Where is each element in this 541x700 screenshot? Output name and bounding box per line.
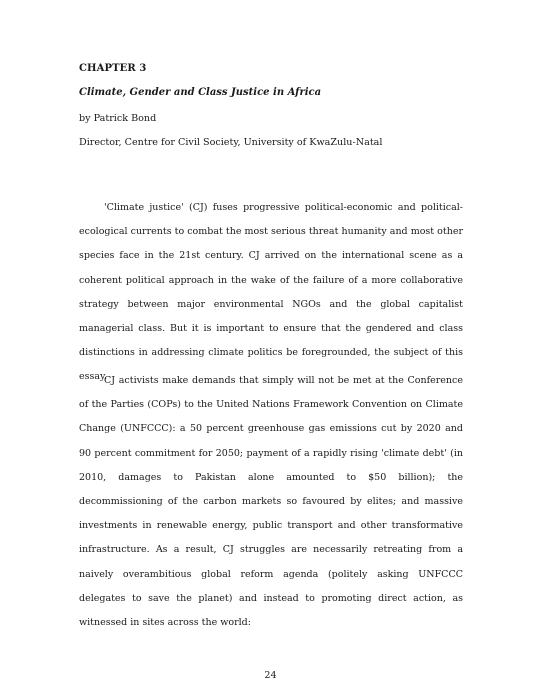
chapter-label: CHAPTER 3 xyxy=(79,63,147,74)
page-number: 24 xyxy=(264,670,277,681)
chapter-title: Climate, Gender and Class Justice in Africa xyxy=(79,87,322,98)
body-paragraph: CJ activists make demands that simply will not be met at the Conference of the Parties (COPs) to the United Nations Framework Convention on Climate Change (UNFCCC): a 50 percent greenhouse gas emissions cut by 2020 and 90 percent commitment for 2050; payment of a rapidly rising 'climate debt' (in 2010, damages to Pakistan alone amounted to $50 billion); the decommissioning of the carbon markets so favoured by elites; and massive investments in renewable energy, public transport and other transformative infrastructure. As a result, CJ struggles are necessarily retreating from a naively overambitious global reform agenda (politely asking UNFCCC delegates to save the planet) and instead to promoting direct action, as witnessed in sites across the world: xyxy=(79,375,463,629)
body-paragraph-2-container xyxy=(79,369,463,635)
affiliation-line: Director, Centre for Civil Society, University of KwaZulu-Natal xyxy=(79,137,383,148)
author-line: by Patrick Bond xyxy=(79,113,157,124)
body-paragraph: 'Climate justice' (CJ) fuses progressive political-economic and political-ecological currents to combat the most serious threat humanity and most other species face in the 21st century. CJ arrived on the international scene as a coherent political approach in the wake of the failure of a more collaborative strategy between major environmental NGOs and the global capitalist managerial class. But it is important to ensure that the gendered and class distinctions in addressing climate politics be foregrounded, the subject of this essay. xyxy=(79,202,463,383)
body-paragraph-1-container xyxy=(79,196,463,390)
